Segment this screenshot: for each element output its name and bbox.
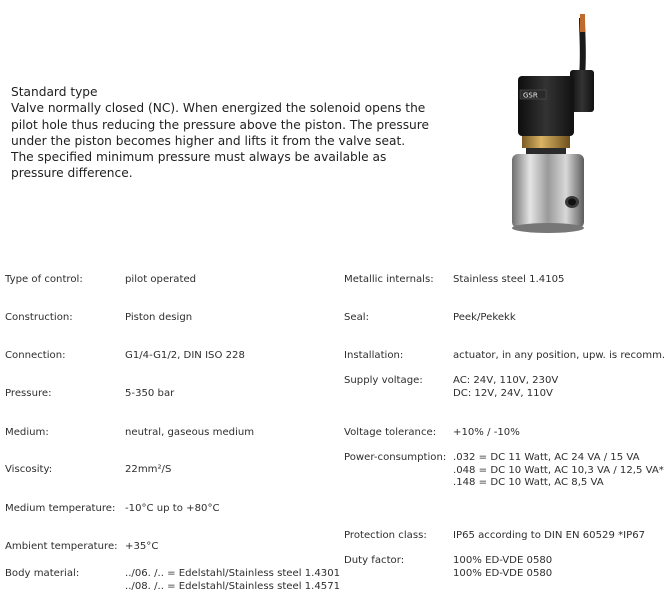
intro-text: [11, 84, 431, 182]
spec-value-metallic-internals: Stainless steel 1.4105: [453, 274, 565, 285]
intro-line: under the piston becomes higher and lifts it from the valve seat.: [11, 133, 406, 148]
intro-line: The specified minimum pressure must always be available as: [11, 150, 387, 165]
spec-value-supply-voltage: AC: 24V, 110V, 230V DC: 12V, 24V, 110V: [453, 375, 559, 399]
valve-body: [512, 154, 584, 228]
spec-label-seal: Seal:: [344, 312, 370, 323]
spec-label-voltage-tolerance: Voltage tolerance:: [344, 427, 437, 438]
intro-line: Valve normally closed (NC). When energized the solenoid opens the: [11, 101, 426, 116]
spec-label-duty-factor: Duty factor:: [344, 555, 405, 566]
spec-value-connection: G1/4-G1/2, DIN ISO 228: [125, 350, 245, 361]
spec-label-type-of-control: Type of control:: [5, 274, 83, 285]
spec-value-duty-factor: 100% ED-VDE 0580 100% ED-VDE 0580: [453, 555, 553, 579]
intro-heading: Standard type: [11, 85, 98, 99]
coil-housing: [518, 76, 574, 136]
spec-label-supply-voltage: Supply voltage:: [344, 375, 423, 386]
spec-label-medium-temperature: Medium temperature:: [5, 503, 116, 514]
spec-value-ambient-temperature: +35°C: [125, 541, 159, 552]
spec-label-installation: Installation:: [344, 350, 404, 361]
spec-label-ambient-temperature: Ambient temperature:: [5, 541, 118, 552]
spec-value-seal: Peek/Pekekk: [453, 312, 516, 323]
spec-label-viscosity: Viscosity:: [5, 464, 53, 475]
spec-label-protection-class: Protection class:: [344, 530, 427, 541]
spec-value-type-of-control: pilot operated: [125, 274, 197, 285]
intro-line: pressure difference.: [11, 166, 133, 181]
spec-label-connection: Connection:: [5, 350, 66, 361]
spec-value-viscosity: 22mm²/S: [125, 464, 172, 475]
spec-label-body-material: Body material:: [5, 568, 80, 579]
spec-value-pressure: 5-350 bar: [125, 388, 175, 399]
spec-value-medium: neutral, gaseous medium: [125, 427, 255, 438]
logo-text: GSR: [523, 91, 538, 100]
intro-line: pilot hole thus reducing the pressure above the piston. The pressure: [11, 117, 430, 132]
cable-wires: [580, 14, 585, 32]
spec-label-construction: Construction:: [5, 312, 73, 323]
spec-label-power-consumption: Power-consumption:: [344, 452, 447, 463]
spec-value-medium-temperature: -10°C up to +80°C: [125, 503, 220, 514]
solenoid-valve-image: [500, 14, 610, 234]
spec-value-body-material: ../06. /.. = Edelstahl/Stainless steel 1.4301 ../08. /.. = Edelstahl/Stainless steel 1.4571: [125, 568, 341, 592]
spec-value-installation: actuator, in any position, upw. is recomm.: [453, 350, 666, 361]
spec-label-pressure: Pressure:: [5, 388, 52, 399]
spec-value-protection-class: IP65 according to DIN EN 60529 *IP67: [453, 530, 646, 541]
brass-nut: [522, 136, 570, 148]
spec-value-voltage-tolerance: +10% / -10%: [453, 427, 520, 438]
spec-label-medium: Medium:: [5, 427, 49, 438]
spec-value-construction: Piston design: [125, 312, 193, 323]
spec-label-metallic-internals: Metallic internals:: [344, 274, 434, 285]
spec-value-power-consumption: .032 = DC 11 Watt, AC 24 VA / 15 VA .048 = DC 10 Watt, AC 10,3 VA / 12,5 VA* .148 = DC 10 Watt, AC 8,5 VA: [453, 452, 664, 489]
